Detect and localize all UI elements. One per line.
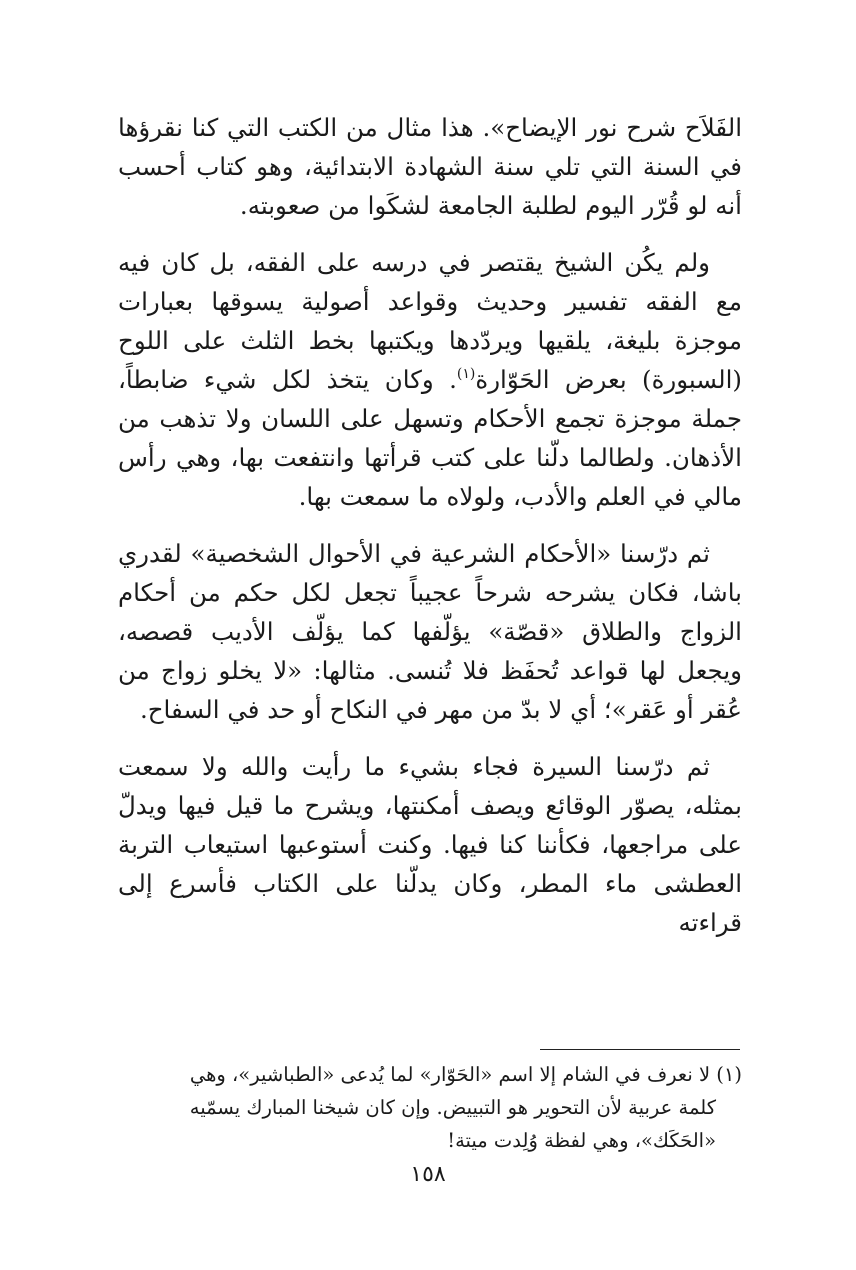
body-text [118, 108, 742, 960]
paragraph-2-start: ولم يكُن الشيخ يقتصر في درسه على الفقه، بل كان فيه مع الفقه تفسير وحديث وقواعد أصولية يسوقها بعبارات موجزة بليغة، يلقيها ويردّدها ويكتبها بخط الثلث على اللوح (السبورة) بعرض الحَوّارة [118, 248, 742, 394]
paragraph-2-rest: . وكان يتخذ لكل شيء ضابطاً، جملة موجزة تجمع الأحكام وتسهل على اللسان ولا تذهب من الأذهان. ولطالما دلّنا على كتب قرأتها وانتفعت بها، وهي رأس مالي في العلم والأدب، ولولاه ما سمعت بها. [118, 365, 742, 511]
paragraph-2 [118, 243, 742, 516]
paragraph-4: ثم درّسنا السيرة فجاء بشيء ما رأيت والله ولا سمعت بمثله، يصوّر الوقائع ويصف أمكنتها، ويشرح ما قيل فيها ويدلّ على مراجعها، فكأننا كنا فيها. وكنت أستوعبها استيعاب التربة العطشى ماء المطر، وكان يدلّنا على الكتاب فأسرع إلى قراءته [118, 752, 742, 937]
paragraph-1: الفَلاَح شرح نور الإيضاح». هذا مثال من الكتب التي كنا نقرؤها في السنة التي تلي سنة الشهادة الابتدائية، وهو كتاب أحسب أنه لو قُرّر اليوم لطلبة الجامعة لشكَوا من صعوبته. [118, 113, 742, 220]
footnote-line-2: كلمة عربية لأن التحوير هو التبييض. وإن كان شيخنا المبارك يسمّيه [189, 1096, 716, 1119]
paragraph-3: ثم درّسنا «الأحكام الشرعية في الأحوال الشخصية» لقدري باشا، فكان يشرحه شرحاً عجيباً تجعل لكل حكم من أحكام الزواج والطلاق «قصّة» يؤلّفها كما يؤلّف الأديب قصصه، ويجعل لها قواعد تُحفَظ فلا تُنسى. مثالها: «لا يخلو زواج من عُقر أو عَقر»؛ أي لا بدّ من مهر في النكاح أو حد في السفاح. [118, 539, 742, 724]
footnote [150, 1058, 742, 1157]
footnote-line-3: «الحَكَك»، وهي لفظة وُلِدت ميتة! [447, 1129, 716, 1152]
page-number: ١٥٨ [410, 1162, 446, 1187]
footnote-reference: (١) [456, 366, 476, 382]
footnote-separator [540, 1049, 740, 1050]
footnote-line-1: (١) لا نعرف في الشام إلا اسم «الحَوّار» لما يُدعى «الطباشير»، وهي [189, 1063, 742, 1086]
